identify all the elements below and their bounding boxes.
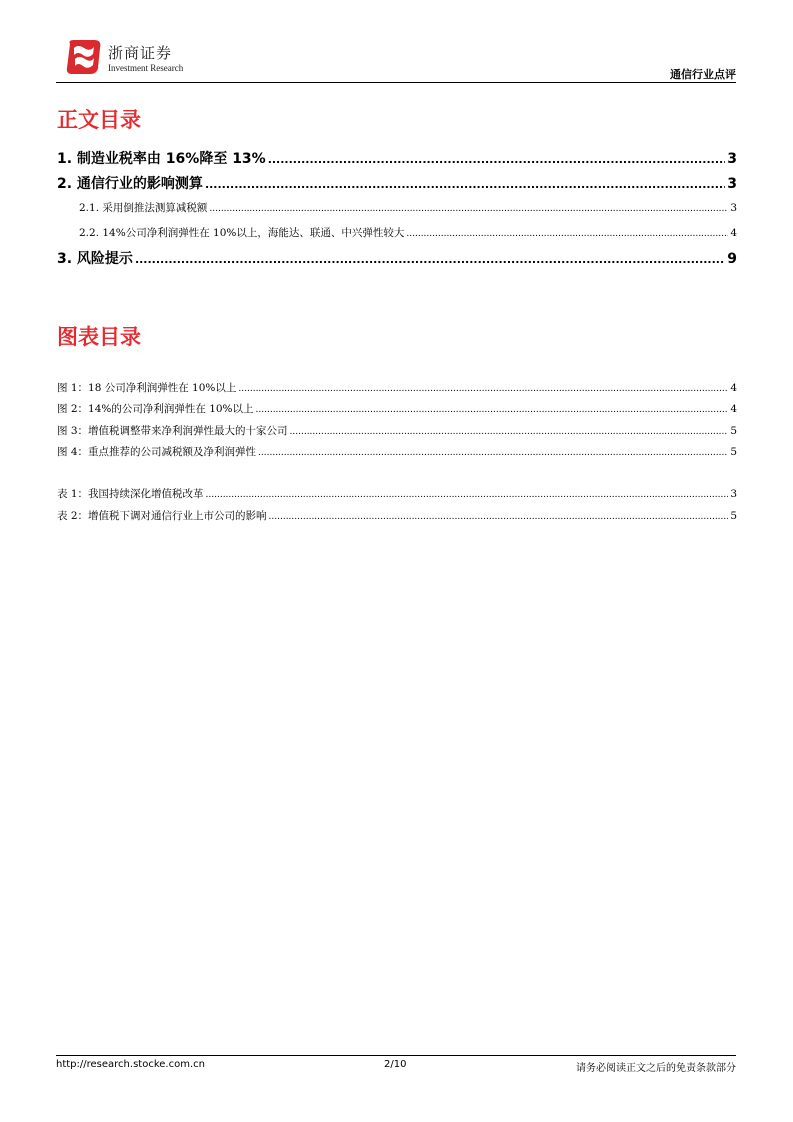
- toc-entry-label: 2.2. 14%公司净利润弹性在 10%以上，海能达、联通、中兴弹性较大: [79, 227, 405, 239]
- toc-entry-page: 3: [727, 151, 737, 167]
- toc-title: 正文目录: [57, 108, 141, 132]
- report-category: 通信行业点评: [670, 68, 736, 81]
- toc-entry-2[interactable]: [57, 173, 737, 193]
- toc-entry-label: 1. 制造业税率由 16%降至 13%: [57, 151, 266, 167]
- figure-entry-label: 图 1：18 公司净利润弹性在 10%以上: [57, 382, 237, 394]
- footer-url[interactable]: http://research.stocke.com.cn: [56, 1059, 205, 1070]
- figure-entry-3[interactable]: [57, 423, 737, 438]
- page-header: [56, 34, 736, 84]
- toc-entry-1[interactable]: [57, 148, 737, 168]
- figure-entry-page: 4: [730, 403, 737, 415]
- footer-disclaimer-notice: 请务必阅读正文之后的免责条款部分: [576, 1063, 736, 1074]
- leader-dots: [256, 403, 729, 415]
- toc-entry-2-1[interactable]: [57, 200, 737, 215]
- figure-entry-4[interactable]: [57, 444, 737, 459]
- leader-dots: [135, 251, 725, 267]
- figure-entry-page: 4: [730, 382, 737, 394]
- table-entry-page: 3: [730, 488, 737, 500]
- company-logo-icon: [64, 38, 104, 76]
- toc-entry-3[interactable]: [57, 248, 737, 268]
- toc-entry-label: 2. 通信行业的影响测算: [57, 176, 203, 192]
- table-entry-page: 5: [730, 510, 737, 522]
- toc-entry-page: 4: [730, 227, 737, 239]
- leader-dots: [238, 382, 728, 394]
- table-entry-label: 表 2：增值税下调对通信行业上市公司的影响: [57, 510, 267, 522]
- toc-entry-label: 3. 风险提示: [57, 251, 133, 267]
- brand-name-cn: 浙商证券: [108, 44, 173, 62]
- leader-dots: [206, 488, 729, 500]
- leader-dots: [205, 176, 725, 192]
- toc-entry-page: 3: [727, 176, 737, 192]
- table-entry-1[interactable]: [57, 486, 737, 501]
- table-entry-2[interactable]: [57, 508, 737, 523]
- leader-dots: [406, 227, 728, 239]
- figure-entry-page: 5: [730, 425, 737, 437]
- figures-title: 图表目录: [57, 325, 141, 349]
- figure-entry-2[interactable]: [57, 401, 737, 416]
- toc-entry-page: 9: [727, 251, 737, 267]
- table-entry-label: 表 1：我国持续深化增值税改革: [57, 488, 204, 500]
- figure-entry-label: 图 2：14%的公司净利润弹性在 10%以上: [57, 403, 254, 415]
- leader-dots: [268, 151, 726, 167]
- figure-entry-1[interactable]: [57, 380, 737, 395]
- figure-entry-label: 图 4：重点推荐的公司减税额及净利润弹性: [57, 446, 257, 458]
- leader-dots: [209, 202, 728, 214]
- leader-dots: [269, 510, 729, 522]
- leader-dots: [290, 425, 729, 437]
- footer-divider: [56, 1055, 736, 1056]
- toc-entry-label: 2.1. 采用倒推法测算减税额: [79, 202, 208, 214]
- toc-entry-page: 3: [730, 202, 737, 214]
- footer-page-number: 2/10: [384, 1059, 407, 1070]
- header-divider: [56, 82, 736, 83]
- leader-dots: [258, 446, 728, 458]
- figure-entry-page: 5: [730, 446, 737, 458]
- brand-name-en: Investment Research: [108, 63, 184, 73]
- figure-entry-label: 图 3：增值税调整带来净利润弹性最大的十家公司: [57, 425, 288, 437]
- toc-entry-2-2[interactable]: [57, 225, 737, 240]
